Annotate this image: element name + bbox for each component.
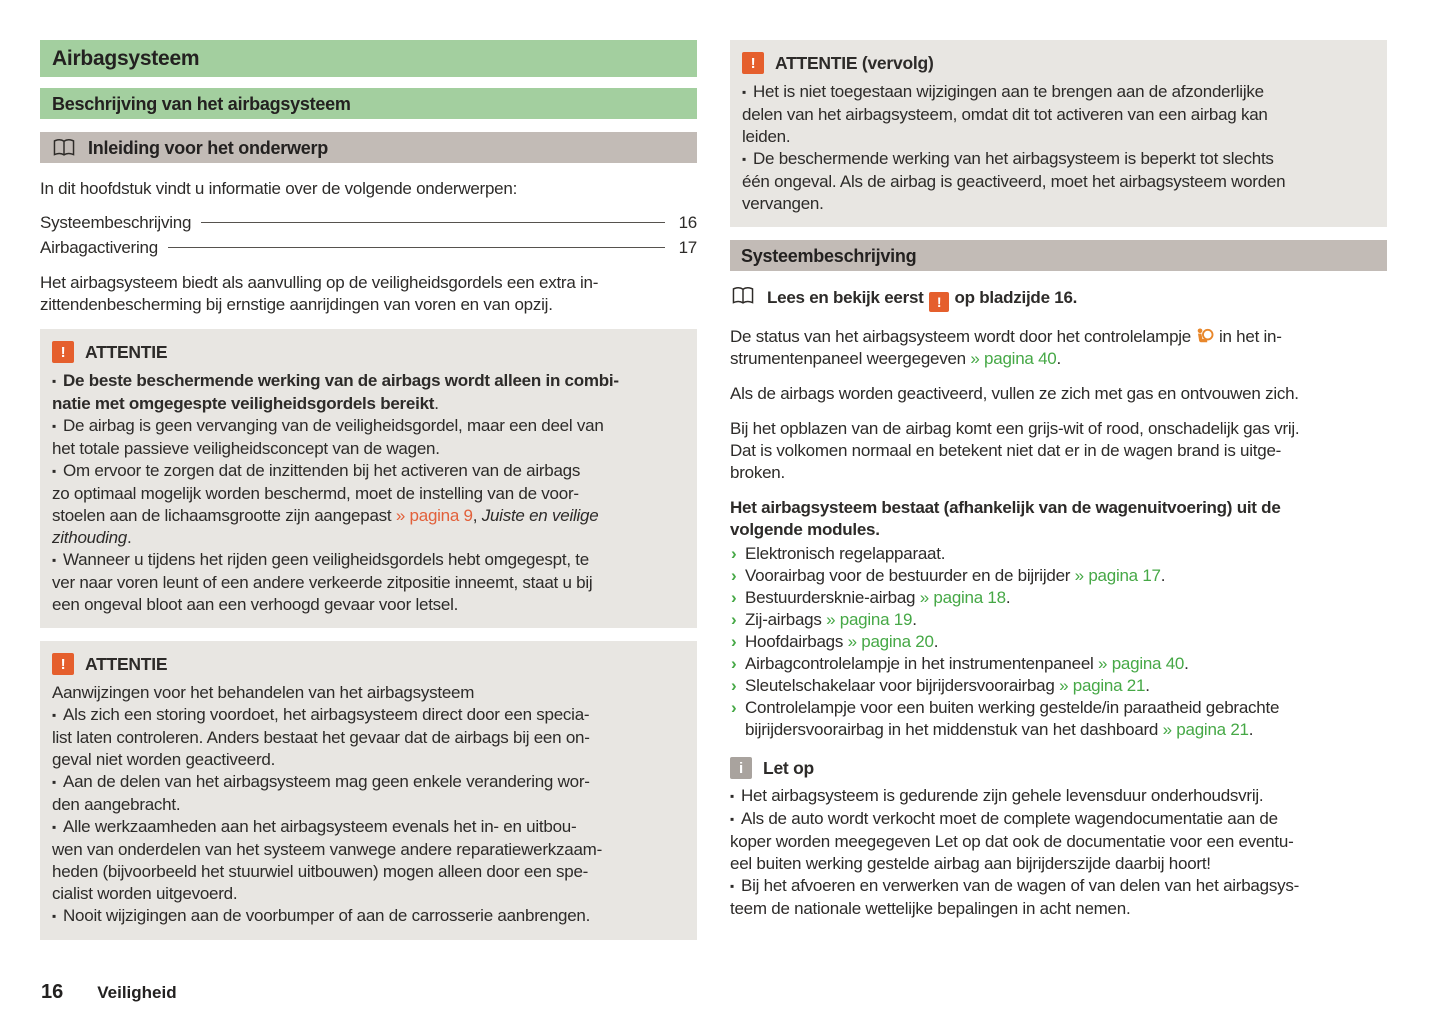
text-segment: Als de auto wordt verkocht moet de complete wagendocumentatie aan de [741, 809, 1278, 828]
text-segment: . [127, 528, 132, 547]
note-item [730, 808, 1387, 875]
warning-icon: ! [52, 653, 74, 675]
text-segment: stoelen aan de lichaamsgrootte zijn aangepast [52, 506, 396, 525]
text-segment: . [1005, 588, 1011, 607]
warning-item [52, 460, 683, 549]
book-icon [51, 138, 77, 158]
text-segment: in het in- [1214, 327, 1282, 346]
page-reference-link[interactable]: » pagina 9 [395, 506, 473, 525]
warning-box-title: ATTENTIE [85, 654, 168, 674]
toc-leader-line [201, 222, 664, 223]
text-segment: list laten controleren. Anders bestaat het gevaar dat de airbags bij een on- [52, 728, 590, 747]
chapter-title: Airbagsysteem [52, 46, 200, 70]
warning-item [52, 370, 683, 415]
toc-row-systeembeschrijving[interactable] [40, 212, 697, 234]
module-item [730, 609, 1387, 631]
text-segment: Het airbagsysteem bestaat (afhankelijk van de wagenuitvoering) uit de [730, 498, 1281, 517]
text-segment: Controlelampje voor een buiten werking gestelde/in paraatheid gebrachte [745, 698, 1280, 717]
footer-section-label: Veiligheid [97, 983, 177, 1002]
text-segment: . [1056, 349, 1061, 368]
text-segment: Bestuurdersknie-airbag [745, 588, 920, 607]
text-segment: Nooit wijzigingen aan de voorbumper of aan de carrosserie aanbrengen. [63, 906, 591, 925]
warning-box-2 [40, 641, 697, 940]
text-segment: volgende modules. [730, 520, 880, 539]
warning-box-1 [40, 329, 697, 628]
page-reference-link[interactable]: » pagina 21 [1059, 676, 1146, 695]
section-title: Systeembeschrijving [741, 245, 917, 266]
warning-item [52, 549, 683, 616]
right-column [730, 40, 1387, 953]
toc-row-airbagactivering[interactable] [40, 237, 697, 259]
text-segment: vervangen. [742, 194, 824, 213]
text-segment: De status van het airbagsysteem wordt door het controlelampje [730, 327, 1196, 346]
text-segment: Als de airbags worden geactiveerd, vullen ze zich met gas en ontvouwen zich. [730, 384, 1299, 403]
text-segment: Lees en bekijk eerst [767, 287, 929, 307]
text-segment: . [1184, 654, 1189, 673]
note-item [730, 875, 1387, 920]
module-item [730, 653, 1387, 675]
airbag-lamp-icon [1195, 326, 1214, 348]
note-section [730, 757, 1387, 920]
read-first-note [730, 286, 1387, 312]
warning-box-header [52, 341, 683, 363]
modules-list [730, 543, 1387, 741]
topic-intro-bar [40, 132, 697, 163]
page-reference-link[interactable]: » pagina 21 [1162, 720, 1249, 739]
text-segment: één ongeval. Als de airbag is geactiveerd, moet het airbagsysteem worden [742, 172, 1286, 191]
warning-box-title: ATTENTIE (vervolg) [775, 53, 934, 73]
text-segment: Bij het afvoeren en verwerken van de wagen of van delen van het airbagsys- [741, 876, 1299, 895]
page-reference-link[interactable]: » pagina 40 [1098, 654, 1185, 673]
text-segment: zo optimaal mogelijk worden beschermd, moet de instelling van de voor- [52, 484, 579, 503]
warning-item [742, 148, 1373, 215]
text-segment: , [472, 506, 482, 525]
text-segment: broken. [730, 463, 785, 482]
gas-paragraph [730, 418, 1387, 484]
note-header [730, 757, 1387, 779]
text-segment: . [1160, 566, 1166, 585]
text-segment: Het is niet toegestaan wijzigingen aan te brengen aan de afzonderlijke [753, 82, 1264, 101]
warning-icon: ! [929, 292, 949, 312]
text-segment: Juiste en veilige [481, 506, 599, 525]
module-item [730, 587, 1387, 609]
warning-box-header [742, 52, 1373, 74]
warning-item [52, 816, 683, 905]
warning-icon: ! [52, 341, 74, 363]
text-segment: Het airbagsysteem biedt als aanvulling op de veiligheidsgordels een extra in- [40, 273, 599, 292]
page-footer [41, 981, 177, 1004]
text-segment: een ongeval bloot aan een verhoogd gevaar voor letsel. [52, 595, 459, 614]
text-segment: bijrijdersvoorairbag in het middenstuk van het dashboard [745, 720, 1163, 739]
text-segment: . [912, 610, 917, 629]
toc-page-number: 17 [678, 238, 697, 257]
warning-item [742, 81, 1373, 148]
text-segment: Wanneer u tijdens het rijden geen veiligheidsgordels hebt omgegespt, te [63, 550, 589, 569]
warning-item [52, 415, 683, 460]
warning-box-header [52, 653, 683, 675]
text-segment: den aangebracht. [52, 795, 181, 814]
text-segment: natie met omgegespte veiligheidsgordels bereikt [52, 394, 435, 413]
text-segment: De beste beschermende werking van de airbags wordt alleen in combi- [63, 371, 619, 390]
subsection-title: Beschrijving van het airbagsysteem [52, 93, 351, 114]
toc-leader-line [168, 247, 665, 248]
text-segment: eel buiten werking gestelde airbag aan bijrijderszijde daarbij hoort! [730, 854, 1211, 873]
toc-intro-text: In dit hoofdstuk vindt u informatie over de volgende onderwerpen: [40, 179, 518, 198]
modules-intro [730, 497, 1387, 541]
warning-item [52, 771, 683, 816]
text-segment: op bladzijde 16. [950, 287, 1078, 307]
text-segment: Sleutelschakelaar voor bijrijdersvoorairbag [745, 676, 1060, 695]
module-item [730, 697, 1387, 741]
warning-box-continued [730, 40, 1387, 227]
chapter-title-bar [40, 40, 697, 77]
topic-intro-title: Inleiding voor het onderwerp [88, 137, 329, 158]
warning-icon: ! [742, 52, 764, 74]
read-first-text [767, 287, 1077, 312]
text-segment: De beschermende werking van het airbagsysteem is beperkt tot slechts [753, 149, 1274, 168]
text-segment: Als zich een storing voordoet, het airbagsysteem direct door een specia- [63, 705, 590, 724]
page-reference-link[interactable]: » pagina 17 [1074, 566, 1161, 585]
text-segment: De airbag is geen vervanging van de veiligheidsgordel, maar een deel van [63, 416, 604, 435]
text-segment: Hoofdairbags [745, 632, 848, 651]
table-of-contents [40, 212, 697, 259]
text-segment: Airbagcontrolelampje in het instrumentenpaneel [745, 654, 1099, 673]
page-reference-link[interactable]: » pagina 20 [847, 632, 934, 651]
text-segment: strumentenpaneel weergegeven [730, 349, 971, 368]
warning-box-title: ATTENTIE [85, 342, 168, 362]
book-icon [730, 286, 756, 312]
page-reference-link[interactable]: » pagina 19 [826, 610, 913, 629]
text-segment: Om ervoor te zorgen dat de inzittenden bij het activeren van de airbags [63, 461, 581, 480]
text-segment: heden (bijvoorbeeld het stuurwiel uitbouwen) mogen alleen door een spe- [52, 862, 589, 881]
note-title: Let op [763, 758, 814, 778]
subsection-title-bar [40, 88, 697, 119]
text-segment: leiden. [742, 127, 791, 146]
text-segment: teem de nationale wettelijke bepalingen in acht nemen. [730, 899, 1131, 918]
warning-box-intro: Aanwijzingen voor het behandelen van het airbagsysteem [52, 683, 475, 702]
text-segment: Bij het opblazen van de airbag komt een grijs-wit of rood, onschadelijk gas vrij. [730, 419, 1300, 438]
text-segment: . [1248, 720, 1254, 739]
text-segment: Het airbagsysteem is gedurende zijn gehele levensduur onderhoudsvrij. [741, 786, 1264, 805]
lead-paragraph [40, 272, 697, 316]
toc-label: Airbagactivering [40, 238, 158, 257]
status-paragraph [730, 326, 1387, 370]
text-segment: Voorairbag voor de bestuurder en de bijrijder [745, 566, 1075, 585]
text-segment: zithouding [52, 528, 128, 547]
warning-item [52, 704, 683, 771]
text-segment: . [434, 394, 439, 413]
text-segment: cialist worden uitgevoerd. [52, 884, 238, 903]
text-segment: ver naar voren leunt of een andere verkeerde zitpositie inneemt, staat u bij [52, 573, 593, 592]
inflate-paragraph [730, 383, 1387, 405]
text-segment: Dat is volkomen normaal en betekent niet dat er in de wagen brand is uitge- [730, 441, 1282, 460]
page-number: 16 [41, 981, 64, 1003]
page-reference-link[interactable]: » pagina 18 [919, 588, 1006, 607]
module-item [730, 631, 1387, 653]
text-segment: koper worden meegegeven Let op dat ook de documentatie voor een eventu- [730, 832, 1294, 851]
toc-label: Systeembeschrijving [40, 213, 192, 232]
warning-item [52, 905, 683, 928]
section-title-bar [730, 240, 1387, 271]
text-segment: Elektronisch regelapparaat. [745, 544, 946, 563]
module-item [730, 565, 1387, 587]
text-segment: het totale passieve veiligheidsconcept van de wagen. [52, 439, 440, 458]
toc-page-number: 16 [678, 213, 697, 232]
info-icon: i [730, 757, 752, 779]
text-segment: wen van onderdelen van het systeem vanwege andere reparatiewerkzaam- [52, 840, 602, 859]
text-segment: Alle werkzaamheden aan het airbagsysteem evenals het in- en uitbou- [63, 817, 577, 836]
text-segment: zittendenbescherming bij ernstige aanrijdingen van voren en van opzij. [40, 295, 553, 314]
text-segment: . [1145, 676, 1150, 695]
module-item [730, 675, 1387, 697]
text-segment: geval niet worden geactiveerd. [52, 750, 276, 769]
left-column [40, 40, 697, 953]
module-item [730, 543, 1387, 565]
text-segment: delen van het airbagsysteem, omdat dit tot activeren van een airbag kan [742, 105, 1268, 124]
text-segment: Zij-airbags [745, 610, 827, 629]
text-segment: Aan de delen van het airbagsysteem mag geen enkele verandering wor- [63, 772, 590, 791]
page-reference-link[interactable]: » pagina 40 [970, 349, 1057, 368]
text-segment: . [933, 632, 939, 651]
note-item [730, 785, 1387, 808]
